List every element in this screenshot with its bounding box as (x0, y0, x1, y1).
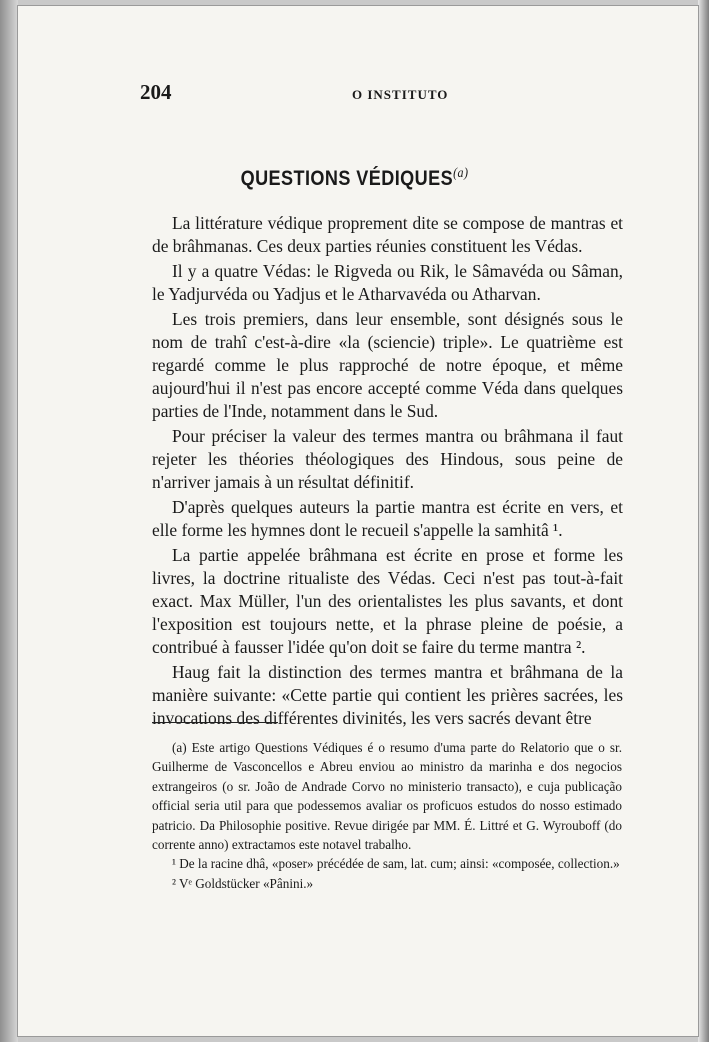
scan-edge (698, 0, 709, 1042)
paragraph: Les trois premiers, dans leur ensemble, sont désignés sous le nom de trahî c'est-à-dire «la (sciencie) triple». Le quatrième est regardé comme le plus rapproché de notre époque, et même aujourd'hui il n'est pas encore accepté comme Véda dans quelques parties de l'Inde, notamment dans le Sud. (152, 309, 623, 421)
paragraph: Pour préciser la valeur des termes mantra ou brâhmana il faut rejeter les théories théologiques des Hindous, sous peine de n'arriver jamais à un résultat définitif. (152, 426, 623, 492)
title-footnote-marker: (a) (453, 166, 469, 181)
footnote-separator (152, 722, 278, 723)
article-title (50, 166, 660, 191)
paragraph: Haug fait la distinction des termes mantra et brâhmana de la manière suivante: «Cette partie qui contient les prières sacrées, les invocations des différentes divinités, les vers sacrés devant être (152, 662, 623, 728)
footnote: ² Vᵉ Goldstücker «Pânini.» (172, 875, 314, 891)
page-number: 204 (140, 80, 172, 104)
footnotes (152, 738, 622, 893)
paragraph: D'après quelques auteurs la partie mantra est écrite en vers, et elle forme les hymnes dont le recueil s'appelle la samhitâ ¹. (152, 497, 623, 540)
title-text: QUESTIONS VÉDIQUES (240, 167, 454, 190)
footnote: (a) Este artigo Questions Védiques é o resumo d'uma parte do Relatorio que o sr. Guilherme de Vasconcellos e Abreu enviou ao ministro da marinha e dos negocios extrangeiros (o sr. João de Andrade Corvo no ministerio transacto), e cuja publicação official seria util para que podessemos avaliar os proficuos estudos do nosso estimado patricio. Da Philosophie positive. Revue dirigée par MM. É. Littré et G. Wyrouboff (do corrente anno) extractamos este notavel trabalho. (152, 740, 622, 853)
page-header (140, 80, 640, 110)
paragraph: La partie appelée brâhmana est écrite en prose et forme les livres, la doctrine ritualiste des Védas. Ceci n'est pas tout-à-fait exact. Max Müller, l'un des orientalistes les plus savants, et dont l'exposition est toujours nette, et la phrase pleine de poésie, a contribué à fausser l'idée qu'on doit se faire du terme mantra ². (152, 545, 623, 657)
article-body (152, 212, 623, 730)
footnote: ¹ De la racine dhâ, «poser» précédée de sam, lat. cum; ainsi: «composée, collection.» (172, 856, 620, 872)
book-spine-edge (0, 0, 18, 1042)
paragraph: La littérature védique proprement dite se compose de mantras et de brâhmanas. Ces deux parties réunies constituent les Védas. (152, 213, 623, 256)
running-title: O INSTITUTO (352, 87, 449, 102)
paragraph: Il y a quatre Védas: le Rigveda ou Rik, le Sâmavéda ou Sâman, le Yadjurvéda ou Yadjus et le Atharvavéda ou Atharvan. (152, 261, 623, 304)
